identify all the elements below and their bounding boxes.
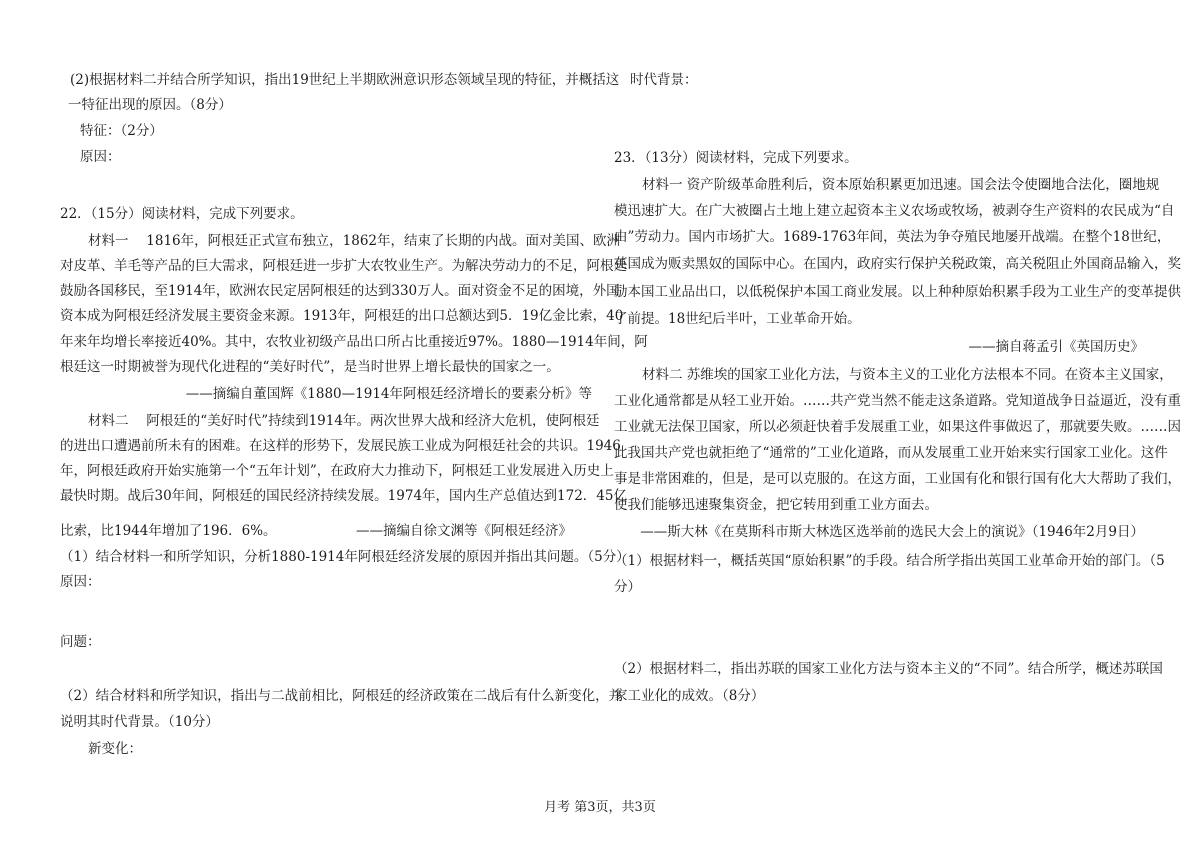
q22-material1-line: 年来年均增长率接近40%。其中，农牧业初级产品出口所占比重接近97%。1880—1914年间，阿 [60, 334, 648, 350]
q21-2-prompt-line2: 一特征出现的原因。（8分） [68, 97, 232, 113]
page-footer: 月考 第3页，共3页 [544, 800, 656, 815]
q22-material1-line: 材料一 1816年，阿根廷正式宣布独立，1862年，结束了长期的内战。面对美国、欧洲 [88, 233, 621, 249]
q21-2-prompt-line1: (2)根据材料二并结合所学知识，指出19世纪上半期欧洲意识形态领域呈现的特征，并概括这 [70, 72, 620, 88]
q23-material2-line: 事是非常困难的，但是，是可以克服的。在这方面，工业国有化和银行国有化大大帮助了我们， [614, 471, 1181, 487]
q23-material2-line: 工业就无法保卫国家，所以必须赶快着手发展重工业，如果这件事做迟了，那就要失败。……因 [614, 419, 1181, 435]
q23-material2-line: 使我们能够迅速聚集资金，把它转用到重工业方面去。 [614, 497, 938, 513]
q21-2-feature-label: 特征：（2分） [80, 123, 163, 139]
q23-material1-source: ——摘自蒋孟引《英国历史》 [968, 339, 1144, 355]
q23-material2-source: ——斯大林《在莫斯科市斯大林选区选举前的选民大会上的演说》（1946年2月9日） [640, 524, 1144, 540]
q23-material1-line: 材料一 资产阶级革命胜利后，资本原始积累更加迅速。国会法令使圈地合法化，圈地规 [642, 177, 1160, 193]
q22-material1-source: ——摘编自董国辉《1880—1914年阿根廷经济增长的要素分析》等 [185, 386, 592, 402]
q22-material2-line: 比索，比1944年增加了196．6%。 [60, 523, 277, 539]
q22-1-problem-label: 问题： [60, 634, 101, 650]
q23-1-prompt-line1: （1）根据材料一，概括英国“原始积累”的手段。结合所学指出英国工业革命开始的部门。（5 [614, 553, 1165, 569]
q22-2-new-change-label: 新变化： [88, 741, 142, 757]
q22-1-prompt: （1）结合材料一和所学知识，分析1880-1914年阿根廷经济发展的原因并指出其问题。（5分） [60, 549, 630, 565]
q22-material2-source: ——摘编自徐文渊等《阿根廷经济》 [356, 523, 572, 539]
q22-material1-line: 资本成为阿根廷经济发展主要资金来源。1913年，阿根廷的出口总额达到5．19亿金比索，40 [60, 308, 624, 324]
q22-material1-line: 鼓励各国移民，至1914年，欧洲农民定居阿根廷的达到330万人。面对资金不足的困境，外国 [60, 283, 620, 299]
q23-2-prompt-line1: （2）根据材料二，指出苏联的国家工业化方法与资本主义的“不同”。结合所学，概述苏联国 [614, 661, 1163, 677]
q22-2-prompt-line2: 说明其时代背景。（10分） [60, 714, 219, 730]
q23-1-prompt-line2: 分） [614, 579, 641, 595]
q22-heading: 22．（15分）阅读材料，完成下列要求。 [60, 206, 304, 222]
q23-material2-line: 工业化通常都是从轻工业开始。……共产党当然不能走这条道路。党知道战争日益逼近，没有重 [614, 393, 1181, 409]
q23-material1-line: 由”劳动力。国内市场扩大。1689-1763年间，英法为争夺殖民地屡开战端。在整个18世纪， [614, 229, 1171, 245]
q23-2-prompt-line2: 家工业化的成效。（8分） [614, 688, 765, 704]
q21-2-reason-label: 原因： [80, 149, 121, 165]
q22-2-era-background-label: 时代背景： [630, 72, 698, 88]
q23-heading: 23．（13分）阅读材料，完成下列要求。 [614, 150, 858, 166]
q22-material1-line: 对皮革、羊毛等产品的巨大需求，阿根廷进一步扩大农牧业生产。为解决劳动力的不足，阿根廷 [60, 258, 627, 274]
q22-material1-line: 根廷这一时期被誉为现代化进程的“美好时代”，是当时世界上增长最快的国家之一。 [60, 359, 560, 375]
q22-material2-line: 材料二 阿根廷的“美好时代”持续到1914年。两次世界大战和经济大危机，使阿根廷 [88, 413, 600, 429]
q22-material2-line: 的进出口遭遇前所未有的困难。在这样的形势下，发展民族工业成为阿根廷社会的共识。1946 [60, 438, 621, 454]
q22-1-reason-label: 原因： [60, 574, 101, 590]
q23-material1-line: 英国成为贩卖黑奴的国际中心。在国内，政府实行保护关税政策，高关税阻止外国商品输入，奖 [614, 256, 1181, 272]
q22-2-prompt-line1: （2）结合材料和所学知识，指出与二战前相比，阿根廷的经济政策在二战后有什么新变化，并 [60, 688, 623, 704]
q23-material1-line: 模迅速扩大。在广大被圈占土地上建立起资本主义农场或牧场，被剥夺生产资料的农民成为“自 [614, 203, 1175, 219]
q23-material2-line: 此我国共产党也就拒绝了“通常的”工业化道路，而从发展重工业开始来实行国家工业化。这件 [614, 445, 1168, 461]
q23-material2-line: 材料二 苏维埃的国家工业化方法，与资本主义的工业化方法根本不同。在资本主义国家， [642, 367, 1173, 383]
q23-material1-line: 励本国工业品出口，以低税保护本国工商业发展。以上种种原始积累手段为工业生产的变革提供 [614, 284, 1181, 300]
q22-material2-line: 年，阿根廷政府开始实施第一个“五年计划”，在政府大力推动下，阿根廷工业发展进入历史上 [60, 463, 614, 479]
q23-material1-line: 了前提。18世纪后半叶，工业革命开始。 [614, 311, 861, 327]
q22-material2-line: 最快时期。战后30年间，阿根廷的国民经济持续发展。1974年，国内生产总值达到172．45亿 [60, 488, 627, 504]
